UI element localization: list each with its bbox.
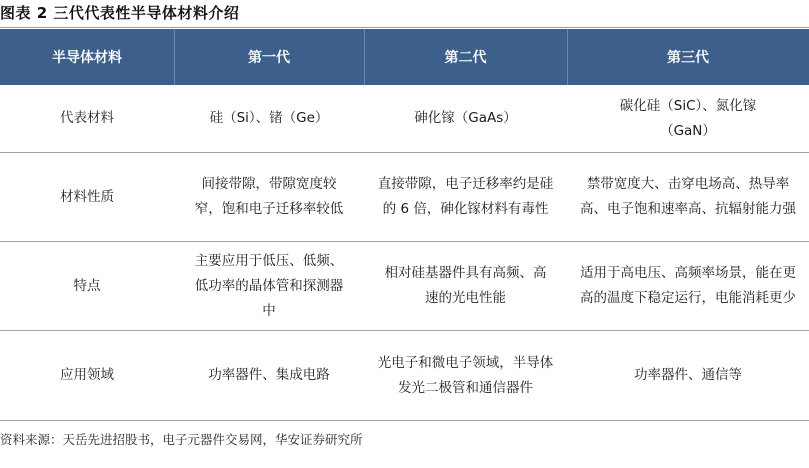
header-gen3: 第三代 — [567, 29, 809, 85]
header-divider — [364, 29, 365, 85]
table-cell: 砷化镓（GaAs） — [364, 85, 567, 153]
table-row — [0, 242, 809, 331]
table-row — [0, 331, 809, 421]
header-gen2: 第二代 — [364, 29, 567, 85]
header-gen1: 第一代 — [174, 29, 364, 85]
header-divider — [567, 29, 568, 85]
figure-title: 图表 2 三代代表性半导体材料介绍 — [0, 4, 240, 22]
comparison-table — [0, 29, 809, 421]
table-cell: 光电子和微电子领域，半导体发光二极管和通信器件 — [364, 331, 567, 421]
source-text: 天岳先进招股书，电子元器件交易网，华安证券研究所 — [62, 432, 363, 447]
table-cell: 碳化硅（SiC）、氮化镓（GaN） — [567, 85, 809, 153]
table-cell: 适用于高电压、高频率场景，能在更高的温度下稳定运行，电能消耗更少 — [567, 242, 809, 331]
table-cell: 直接带隙，电子迁移率约是硅的 6 倍，砷化镓材料有毒性 — [364, 153, 567, 242]
header-row — [0, 29, 809, 85]
row-label: 代表材料 — [0, 85, 174, 153]
table-row — [0, 85, 809, 153]
source-prefix: 资料来源： — [0, 432, 63, 447]
table-cell: 相对硅基器件具有高频、高速的光电性能 — [364, 242, 567, 331]
table-cell: 功率器件、通信等 — [567, 331, 809, 421]
source-note — [0, 431, 363, 449]
table-cell: 禁带宽度大、击穿电场高、热导率高、电子饱和速率高、抗辐射能力强 — [567, 153, 809, 242]
table-cell: 间接带隙，带隙宽度较窄，饱和电子迁移率较低 — [174, 153, 364, 242]
header-material: 半导体材料 — [0, 29, 174, 85]
header-divider — [174, 29, 175, 85]
top-rule — [0, 27, 809, 28]
table-cell: 主要应用于低压、低频、低功率的晶体管和探测器中 — [174, 242, 364, 331]
table-cell: 硅（Si）、锗（Ge） — [174, 85, 364, 153]
row-label: 特点 — [0, 242, 174, 331]
table-row — [0, 153, 809, 242]
row-label: 材料性质 — [0, 153, 174, 242]
table-cell: 功率器件、集成电路 — [174, 331, 364, 421]
row-label: 应用领域 — [0, 331, 174, 421]
